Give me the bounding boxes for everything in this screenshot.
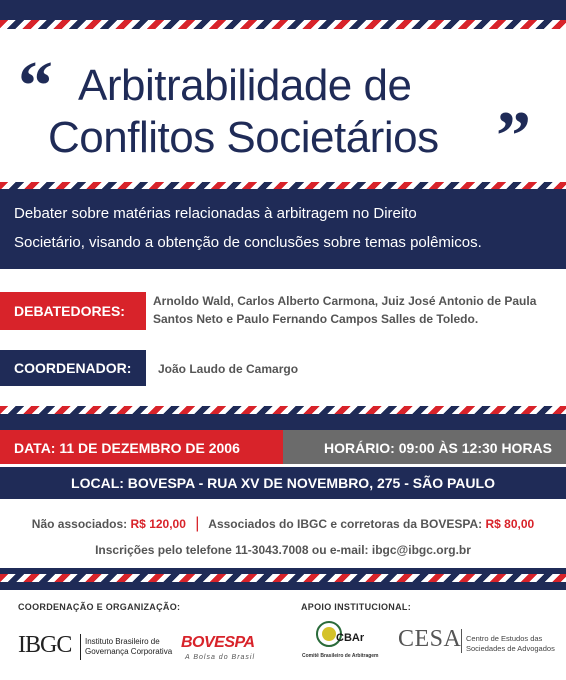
intro-line-1: Debater sobre matérias relacionadas à arbitragem no Direito [14, 205, 417, 222]
intro-band [0, 189, 566, 269]
bottom-navy-band-2 [0, 582, 566, 590]
coordination-label: COORDENAÇÃO E ORGANIZAÇÃO: [18, 602, 181, 612]
members-label: Associados do IBGC e corretoras da BOVESPA: [208, 517, 483, 531]
bottom-stripes [0, 574, 566, 582]
bovespa-tagline: A Bolsa do Brasil [185, 654, 256, 661]
date-navy-band [0, 414, 566, 430]
location-band [0, 467, 566, 499]
cbar-subtitle: Comitê Brasileiro de Arbitragem [302, 653, 379, 659]
location-text: LOCAL: BOVESPA - RUA XV DE NOVEMBRO, 275 - SÃO PAULO [71, 475, 495, 491]
intro-line-2: Societário, visando a obtenção de conclusões sobre temas polêmicos. [14, 234, 482, 251]
debatedores-line-2: Santos Neto e Paulo Fernando Campos Salles de Toledo. [153, 312, 479, 326]
ibgc-line-1: Instituto Brasileiro de [85, 637, 160, 646]
date-text: DATA: 11 DE DEZEMBRO DE 2006 [14, 440, 240, 456]
coordenador-name: João Laudo de Camargo [158, 362, 299, 376]
cbar-logo [302, 618, 379, 662]
support-label: APOIO INSTITUCIONAL: [301, 602, 411, 612]
cesa-line-2: Sociedades de Advogados [466, 644, 555, 653]
coordenador-label-box [0, 350, 146, 386]
ibgc-abbr: IBGC [18, 632, 72, 658]
time-box [283, 430, 566, 464]
non-members-price: R$ 120,00 [130, 517, 186, 531]
time-text: HORÁRIO: 09:00 ÀS 12:30 HORAS [324, 440, 552, 456]
cesa-divider [461, 629, 462, 653]
debatedores-label-box [0, 292, 146, 330]
cbar-abbr: CBAr [336, 632, 365, 644]
date-box [0, 430, 283, 464]
open-quote-mark: “ [18, 48, 53, 125]
members-price: R$ 80,00 [485, 517, 535, 531]
pricing-line [0, 515, 566, 533]
date-stripes [0, 406, 566, 414]
registration-info: Inscrições pelo telefone 11-3043.7008 ou e-mail: ibgc@ibgc.org.br [95, 543, 471, 557]
cesa-line-1: Centro de Estudos das [466, 634, 543, 643]
title-line-1: Arbitrabilidade de [78, 61, 412, 110]
debatedores-line-1: Arnoldo Wald, Carlos Alberto Carmona, Juiz José Antonio de Paula [153, 294, 537, 308]
non-members-label: Não associados: [31, 517, 128, 531]
cesa-abbr: CESA [398, 626, 462, 652]
title-line-2: Conflitos Societários [48, 113, 439, 162]
ibgc-line-2: Governança Corporativa [85, 647, 173, 656]
coordenador-label: COORDENADOR: [14, 360, 132, 376]
close-quote-mark: ” [496, 98, 531, 175]
top-stripes [0, 20, 566, 29]
ibgc-divider [80, 634, 81, 660]
debatedores-label: DEBATEDORES: [14, 303, 125, 319]
bovespa-name: BOVESPA [181, 634, 255, 651]
price-separator: | [195, 515, 200, 532]
top-navy-band [0, 0, 566, 20]
intro-stripes [0, 182, 566, 189]
